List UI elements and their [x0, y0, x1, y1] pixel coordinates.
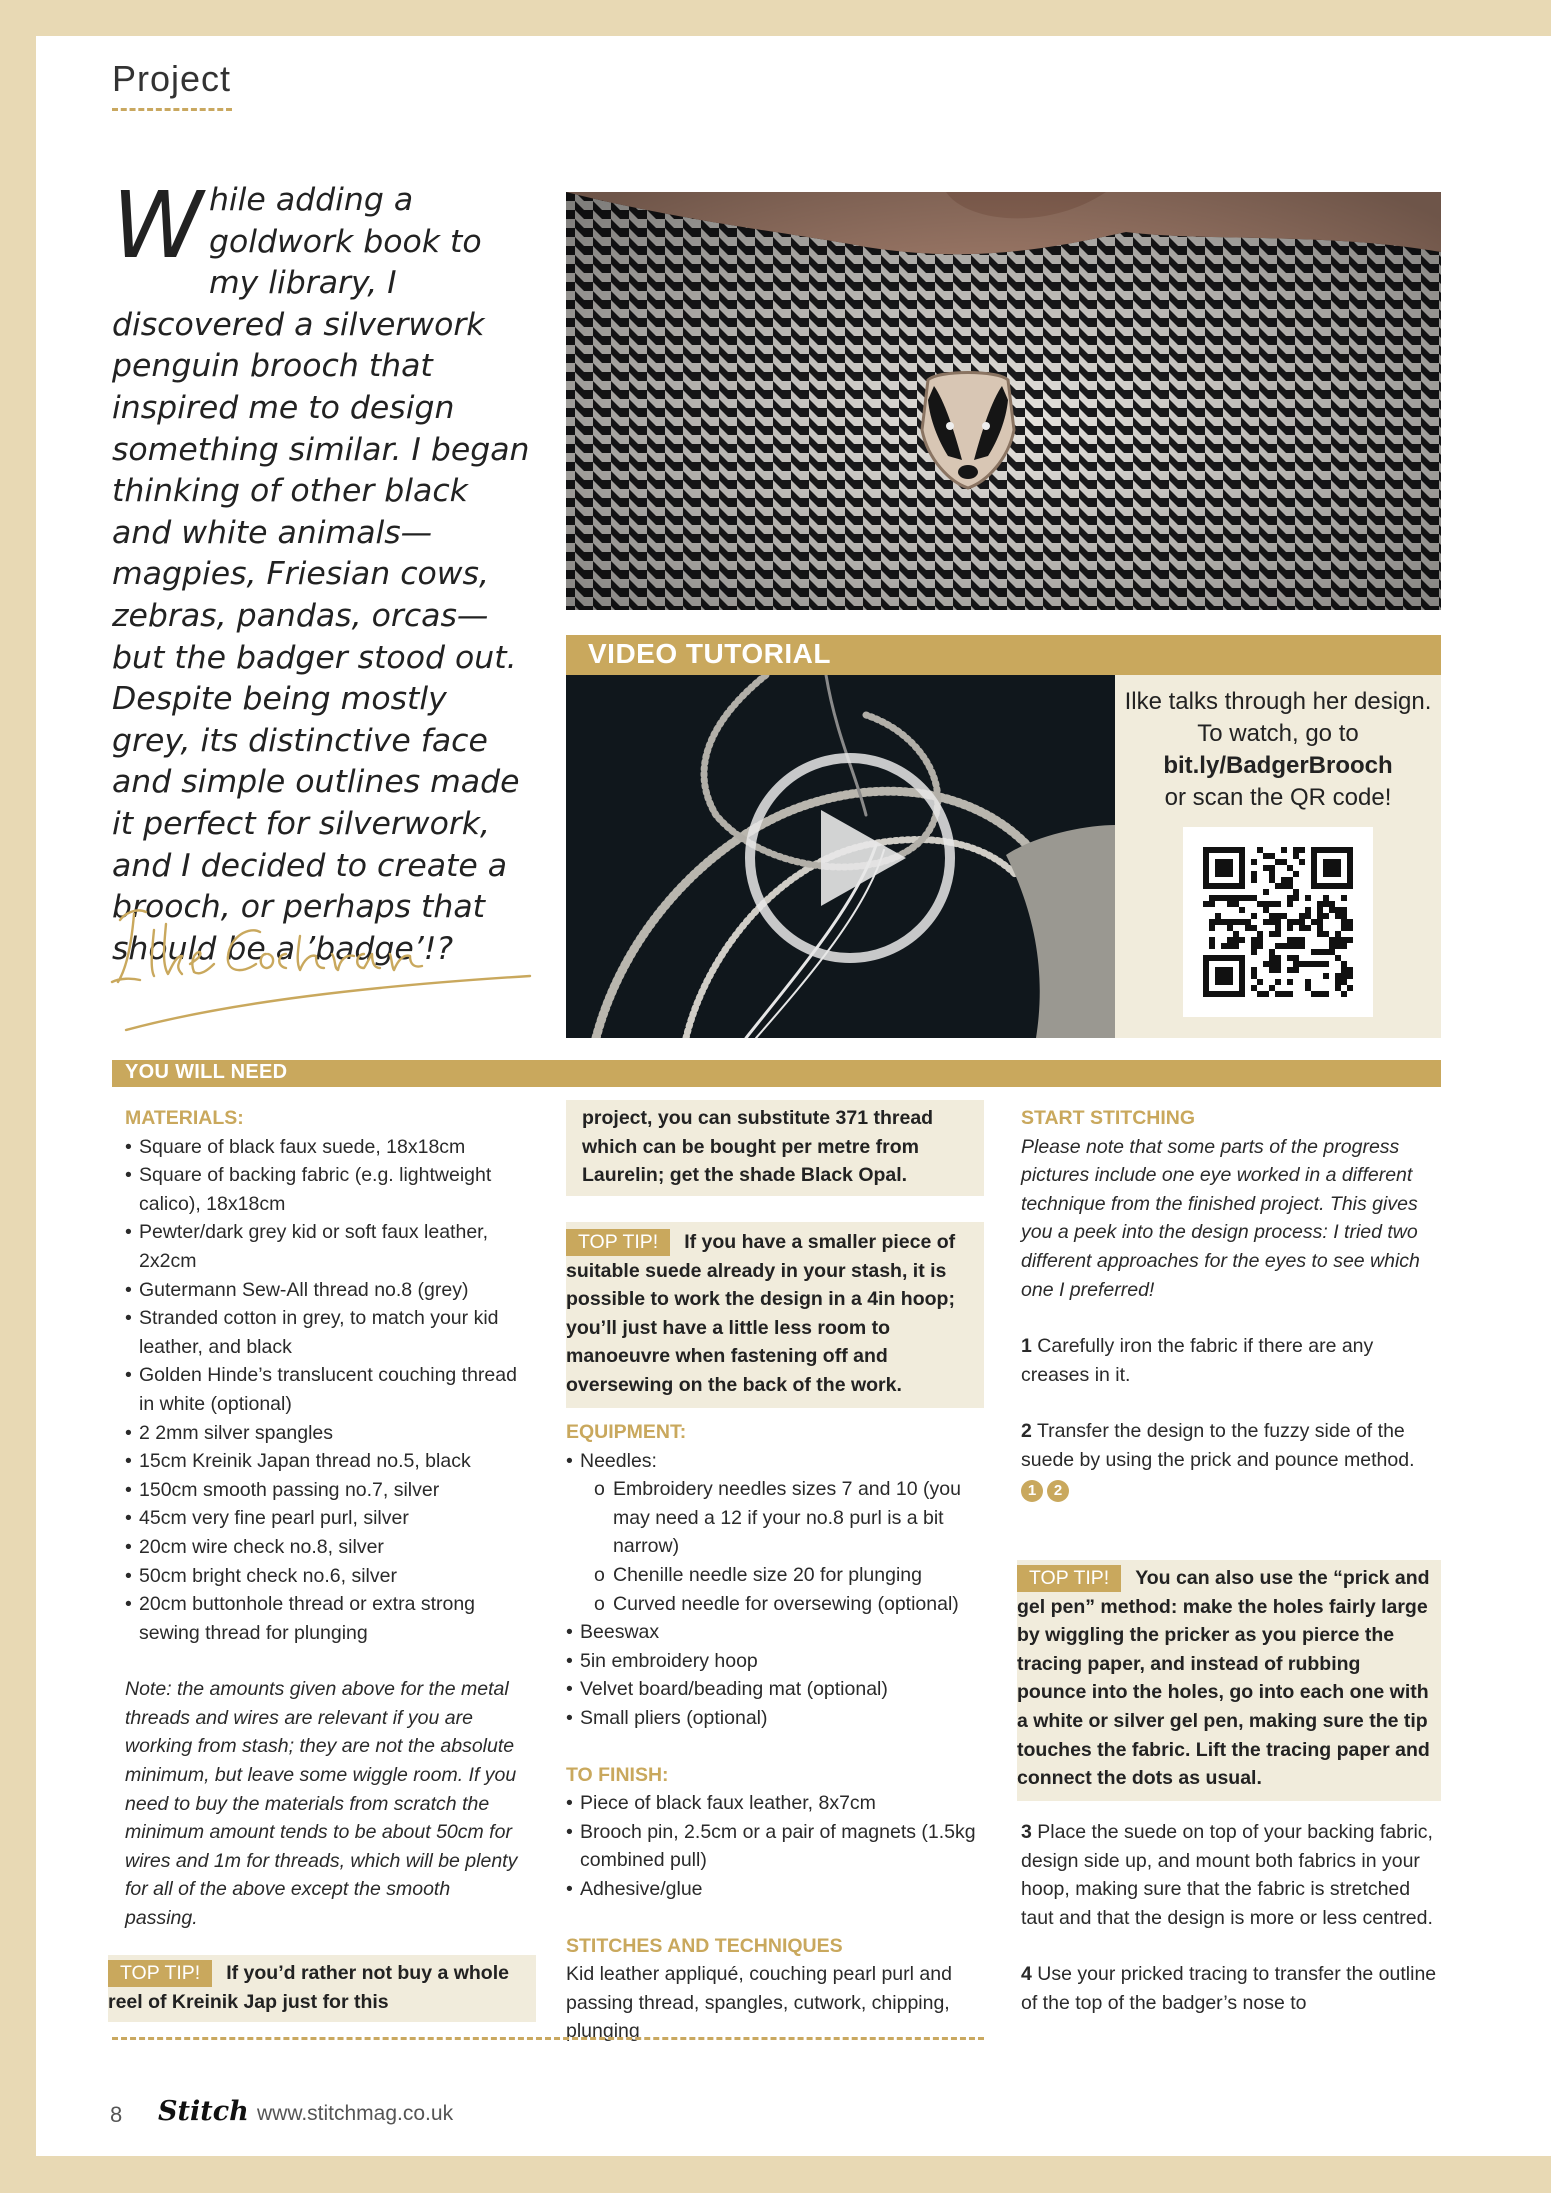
top-tip-label-2: TOP TIP!	[566, 1229, 670, 1256]
list-item: • Beeswax	[566, 1618, 986, 1647]
drop-cap: W	[112, 172, 203, 279]
page-number: 8	[110, 2102, 123, 2127]
list-item	[566, 1447, 986, 1619]
step-1	[1021, 1332, 1441, 1389]
equipment-items	[566, 1618, 986, 1732]
step-text: Place the suede on top of your backing fabric, design side up, and mount both fabrics in your hoop, making sure that the fabric is stretched taut and that the design is more or less centred.	[1021, 1821, 1433, 1929]
top-tip-label-3: TOP TIP!	[1017, 1565, 1121, 1592]
list-item: • 20cm buttonhole thread or extra strong sewing thread for plunging	[125, 1590, 525, 1647]
section-divider	[112, 108, 232, 111]
step-text: Carefully iron the fabric if there are any creases in it.	[1021, 1335, 1374, 1386]
start-heading: START STITCHING	[1021, 1107, 1196, 1129]
top-tip-text: If you’d rather not buy a whole reel of Kreinik Jap just for this	[108, 1962, 509, 2013]
step-text: Transfer the design to the fuzzy side of the suede by using the prick and pounce method.	[1021, 1420, 1415, 1471]
intro-paragraph	[112, 172, 532, 970]
video-info-line: Ilke talks through her design. To watch, go to	[1124, 688, 1432, 747]
top-tip-text-3: You can also use the “prick and gel pen” method: make the holes fairly large by wiggling the pricker as you pierce the tracing paper, and instead of rubbing pounce into the holes, go into each one with a white or silver gel pen, making sure the tip touches the fabric. Lift the tracing paper and connect the dots as usual.	[1017, 1567, 1430, 1790]
you-will-need-bar	[112, 1060, 1441, 1087]
list-item: • Square of black faux suede, 18x18cm	[125, 1133, 525, 1162]
needles-label: Needles:	[580, 1449, 657, 1472]
list-item: • 150cm smooth passing no.7, silver	[125, 1476, 525, 1505]
footer-divider	[112, 2037, 984, 2040]
list-item: • Pewter/dark grey kid or soft faux leather, 2x2cm	[125, 1218, 525, 1275]
list-item: • 20cm wire check no.8, silver	[125, 1533, 525, 1562]
section-label: Project	[112, 58, 232, 99]
list-item: • 5in embroidery hoop	[566, 1647, 986, 1676]
intro-text: hile adding a goldwork book to my library, I discovered a silverwork penguin brooch that inspired me to design something similar. I began thinking of other black and white animals—magpies, Friesian cows, zebras, pandas, orcas—but the badger stood out. Despite being mostly grey, its distinctive face and simple outlines made it perfect for silverwork, and I decided to create a brooch, or perhaps that should be a ’badge’!?	[112, 182, 530, 967]
qr-code[interactable]	[1183, 827, 1373, 1017]
step-number: 2	[1021, 1420, 1032, 1443]
top-tip-label: TOP TIP!	[108, 1960, 212, 1987]
top-tip-kreinik	[108, 1955, 536, 2022]
column-materials	[125, 1104, 525, 1933]
video-info-text	[1120, 686, 1436, 814]
stitches-heading: STITCHES AND TECHNIQUES	[566, 1934, 843, 1957]
magazine-url[interactable]: www.stitchmag.co.uk	[257, 2102, 454, 2125]
step-number: 4	[1021, 1963, 1032, 1986]
list-item: o Chenille needle size 20 for plunging	[594, 1561, 986, 1590]
finish-heading: TO FINISH:	[566, 1763, 669, 1786]
top-tip-text-2: If you have a smaller piece of suitable suede already in your stash, it is possible to work the design in a 4in hoop; you’ll just have a little less room to manoeuvre when fastening off and oversewing on the back of the work.	[566, 1231, 956, 1396]
list-item: • 50cm bright check no.6, silver	[125, 1562, 525, 1591]
video-tutorial-title: VIDEO TUTORIAL	[588, 638, 831, 669]
finish-list	[566, 1789, 986, 1903]
video-info-line-2: or scan the QR code!	[1164, 784, 1392, 811]
list-item: • Square of backing fabric (e.g. lightweight calico), 18x18cm	[125, 1161, 525, 1218]
start-intro: Please note that some parts of the progress pictures include one eye worked in a different technique from the finished project. This gives you a peek into the design process: I tried two different approaches for the eyes to see which one I preferred!	[1021, 1135, 1420, 1301]
video-link[interactable]: bit.ly/BadgerBrooch	[1163, 752, 1393, 779]
figure-ref-badge: 1	[1021, 1480, 1043, 1502]
list-item: • Velvet board/beading mat (optional)	[566, 1675, 986, 1704]
step-number: 1	[1021, 1335, 1032, 1358]
you-will-need-title: YOU WILL NEED	[125, 1061, 288, 1083]
column-steps-continued	[1021, 1818, 1441, 2018]
top-tip-kreinik-continued	[566, 1100, 984, 1196]
list-item: o Embroidery needles sizes 7 and 10 (you may need a 12 if your no.8 purl is a bit narrow)	[594, 1475, 986, 1561]
step-text: Use your pricked tracing to transfer the outline of the top of the badger’s nose to	[1021, 1963, 1437, 2014]
stitches-text: Kid leather appliqué, couching pearl purl and passing thread, spangles, cutwork, chipping, plunging	[566, 1963, 952, 2043]
materials-heading: MATERIALS:	[125, 1107, 244, 1129]
list-item: • Gutermann Sew-All thread no.8 (grey)	[125, 1276, 525, 1305]
list-item: • Adhesive/glue	[566, 1875, 986, 1904]
step-3	[1021, 1818, 1441, 1932]
step-number: 3	[1021, 1821, 1032, 1843]
top-tip-gel-pen	[1017, 1560, 1441, 1801]
materials-note: Note: the amounts given above for the metal threads and wires are relevant if you are working from stash; they are not the absolute minimum, but leave some wiggle room. If you need to buy the materials from scratch the minimum amount tends to be about 50cm for wires and 1m for threads, which will be plenty for all of the above except the smooth passing.	[125, 1678, 518, 1930]
top-tip-text-continued: project, you can substitute 371 thread which can be bought per metre from Laurelin; get the shade Black Opal.	[582, 1107, 934, 1187]
brooch-photo	[566, 192, 1441, 610]
list-item: • Small pliers (optional)	[566, 1704, 986, 1733]
list-item: • 45cm very fine pearl purl, silver	[125, 1504, 525, 1533]
needles-list	[580, 1475, 986, 1618]
equipment-list	[566, 1447, 986, 1619]
top-tip-hoop	[566, 1222, 984, 1408]
video-thumbnail[interactable]	[566, 675, 1115, 1038]
list-item: • Brooch pin, 2.5cm or a pair of magnets (1.5kg combined pull)	[566, 1818, 986, 1875]
equipment-heading: EQUIPMENT:	[566, 1421, 687, 1443]
step-2	[1021, 1417, 1441, 1503]
list-item: • 15cm Kreinik Japan thread no.5, black	[125, 1447, 525, 1476]
materials-list	[125, 1133, 525, 1648]
author-signature	[110, 890, 540, 1040]
figure-ref-badge: 2	[1047, 1480, 1069, 1502]
list-item: • Piece of black faux leather, 8x7cm	[566, 1789, 986, 1818]
list-item: • Stranded cotton in grey, to match your kid leather, and black	[125, 1304, 525, 1361]
qr-code-icon	[1183, 827, 1373, 1017]
list-item: • 2 2mm silver spangles	[125, 1419, 525, 1448]
list-item: o Curved needle for oversewing (optional)	[594, 1590, 986, 1619]
list-item: • Golden Hinde’s translucent couching thread in white (optional)	[125, 1361, 525, 1418]
magazine-logo: Stitch	[158, 2096, 249, 2127]
column-start-stitching	[1021, 1104, 1441, 1503]
column-equipment	[566, 1418, 986, 2046]
step-4	[1021, 1960, 1441, 2017]
